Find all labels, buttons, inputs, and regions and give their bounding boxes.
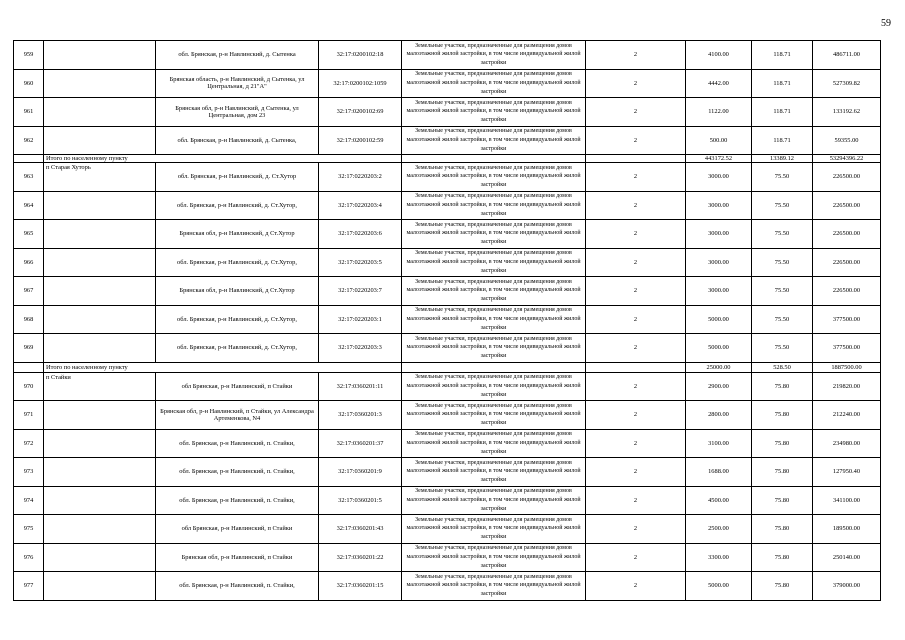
cadastral-value-cell: 219820.00 [813,372,881,401]
row-number-cell: 970 [14,372,44,401]
area-cell: 4442.00 [686,69,752,98]
row-number-cell: 960 [14,69,44,98]
row-number-cell: 973 [14,458,44,487]
rate-cell: 75.50 [752,191,813,220]
area-cell: 3000.00 [686,191,752,220]
address-cell: обл. Брянская, р-н Навлинский, д. Ст.Хутор, [156,248,319,277]
row-number-cell: 977 [14,572,44,601]
cadastral-number-cell: 32:17:0200102:59 [319,126,402,155]
rate-cell: 118.71 [752,41,813,70]
address-cell: Брянская обл, р-н Навлинский, д Ст.Хутор [156,277,319,306]
locality-cell [44,191,156,220]
locality-cell: п Стайки [44,372,156,401]
cadastral-number-cell: 32:17:0360201:22 [319,543,402,572]
rate-cell: 75.50 [752,220,813,249]
area-cell: 3000.00 [686,277,752,306]
row-number-cell: 975 [14,515,44,544]
table-row [14,220,881,249]
cadastral-number-cell: 32:17:0360201:9 [319,458,402,487]
address-cell: Брянская обл, р-н Навлинский, п Стайки, ул Александра Артеменкова, N4 [156,401,319,430]
cadastral-value-cell: 377500.00 [813,305,881,334]
cadastral-number-cell: 32:17:0220203:4 [319,191,402,220]
category-cell: 2 [586,401,686,430]
locality-cell [44,277,156,306]
cadastral-value-cell: 226500.00 [813,220,881,249]
land-registry-table [13,40,881,601]
cadastral-value-cell: 59355.00 [813,126,881,155]
rate-cell: 75.80 [752,515,813,544]
row-number-cell: 968 [14,305,44,334]
rate-cell: 75.50 [752,248,813,277]
cadastral-number-cell: 32:17:0360201:5 [319,486,402,515]
cadastral-number-cell: 32:17:0360201:11 [319,372,402,401]
land-use-cell: Земельные участки, предназначенные для размещения домов малоэтажной жилой застройки, в том числе индивидуальной жилой застройки [402,277,586,306]
cadastral-value-cell: 234980.00 [813,429,881,458]
address-cell: обл Брянская, р-н Навлинский, п Стайки [156,515,319,544]
table-row [14,458,881,487]
rate-cell: 75.50 [752,305,813,334]
land-use-cell: Земельные участки, предназначенные для размещения домов малоэтажной жилой застройки, в том числе индивидуальной жилой застройки [402,248,586,277]
area-cell: 3300.00 [686,543,752,572]
total-area: 443172.52 [686,155,752,163]
area-cell: 3000.00 [686,163,752,192]
area-cell: 5000.00 [686,305,752,334]
area-cell: 5000.00 [686,334,752,363]
row-number-cell: 966 [14,248,44,277]
total-blank-cell [402,155,586,163]
rate-cell: 75.80 [752,401,813,430]
rate-cell: 75.80 [752,458,813,487]
address-cell: обл. Брянская, р-н Навлинский, д. Ст.Хутор, [156,305,319,334]
table-row [14,515,881,544]
locality-cell [44,69,156,98]
address-cell: обл. Брянская, р-н Навлинский, д. Ст.Хутор, [156,191,319,220]
address-cell: обл. Брянская, р-н Навлинский, п. Стайки, [156,572,319,601]
rate-cell: 75.50 [752,277,813,306]
cadastral-number-cell: 32:17:0200102:1059 [319,69,402,98]
total-blank-cell [586,155,686,163]
category-cell: 2 [586,248,686,277]
category-cell: 2 [586,126,686,155]
land-use-cell: Земельные участки, предназначенные для размещения домов малоэтажной жилой застройки, в том числе индивидуальной жилой застройки [402,401,586,430]
total-label: Итого по населенному пункту [44,362,402,372]
total-blank-cell [402,362,586,372]
cadastral-number-cell: 32:17:0360201:15 [319,572,402,601]
cadastral-number-cell: 32:17:0360201:3 [319,401,402,430]
category-cell: 2 [586,334,686,363]
locality-cell [44,458,156,487]
area-cell: 1688.00 [686,458,752,487]
address-cell: Брянская обл, р-н Навлинский, д Сытенка, ул Центральная, дом 23 [156,98,319,127]
total-blank-cell [586,362,686,372]
locality-cell [44,248,156,277]
row-number-cell: 967 [14,277,44,306]
cadastral-value-cell: 379000.00 [813,572,881,601]
page-number: 59 [881,18,891,29]
land-use-cell: Земельные участки, предназначенные для размещения домов малоэтажной жилой застройки, в том числе индивидуальной жилой застройки [402,98,586,127]
cadastral-value-cell: 341100.00 [813,486,881,515]
address-cell: обл. Брянская, р-н Навлинский, д. Сытенка [156,41,319,70]
row-number-cell: 964 [14,191,44,220]
locality-cell [44,98,156,127]
address-cell: обл. Брянская, р-н Навлинский, д. Сытенка, [156,126,319,155]
rate-cell: 118.71 [752,69,813,98]
locality-cell [44,220,156,249]
row-number-cell: 963 [14,163,44,192]
category-cell: 2 [586,98,686,127]
cadastral-number-cell: 32:17:0220203:1 [319,305,402,334]
table-row [14,248,881,277]
table-row [14,334,881,363]
cadastral-value-cell: 212240.00 [813,401,881,430]
row-number-cell: 961 [14,98,44,127]
area-cell: 1122.00 [686,98,752,127]
total-rate: 13389.12 [752,155,813,163]
cadastral-number-cell: 32:17:0220203:5 [319,248,402,277]
cadastral-value-cell: 226500.00 [813,248,881,277]
locality-cell [44,515,156,544]
cadastral-value-cell: 127950.40 [813,458,881,487]
rate-cell: 75.80 [752,429,813,458]
table-row [14,191,881,220]
table-row [14,401,881,430]
row-number-cell: 965 [14,220,44,249]
rate-cell: 75.80 [752,486,813,515]
cadastral-value-cell: 226500.00 [813,163,881,192]
row-number-cell: 962 [14,126,44,155]
rate-cell: 75.80 [752,372,813,401]
category-cell: 2 [586,372,686,401]
area-cell: 2500.00 [686,515,752,544]
row-number-cell: 972 [14,429,44,458]
cadastral-number-cell: 32:17:0220203:6 [319,220,402,249]
locality-cell: п Старая Хуторь [44,163,156,192]
rate-cell: 75.80 [752,572,813,601]
category-cell: 2 [586,458,686,487]
category-cell: 2 [586,69,686,98]
row-number-cell: 974 [14,486,44,515]
land-use-cell: Земельные участки, предназначенные для размещения домов малоэтажной жилой застройки, в том числе индивидуальной жилой застройки [402,515,586,544]
cadastral-number-cell: 32:17:0360201:43 [319,515,402,544]
address-cell: обл Брянская, р-н Навлинский, п Стайки [156,372,319,401]
cadastral-value-cell: 133192.62 [813,98,881,127]
address-cell: обл. Брянская, р-н Навлинский, д. Ст.Хутор, [156,334,319,363]
address-cell: обл. Брянская, р-н Навлинский, д. Ст.Хутор [156,163,319,192]
cadastral-value-cell: 486711.00 [813,41,881,70]
rate-cell: 75.50 [752,163,813,192]
land-use-cell: Земельные участки, предназначенные для размещения домов малоэтажной жилой застройки, в том числе индивидуальной жилой застройки [402,41,586,70]
rate-cell: 75.80 [752,543,813,572]
locality-cell [44,41,156,70]
cadastral-number-cell: 32:17:0220203:7 [319,277,402,306]
category-cell: 2 [586,572,686,601]
locality-cell [44,543,156,572]
area-cell: 3000.00 [686,248,752,277]
total-rate: 528.50 [752,362,813,372]
total-sum: 1887500.00 [813,362,881,372]
cadastral-value-cell: 527309.82 [813,69,881,98]
address-cell: обл. Брянская, р-н Навлинский, п. Стайки, [156,486,319,515]
total-blank-cell [14,362,44,372]
total-row [14,155,881,163]
total-row [14,362,881,372]
locality-cell [44,334,156,363]
area-cell: 2900.00 [686,372,752,401]
total-area: 25000.00 [686,362,752,372]
category-cell: 2 [586,305,686,334]
category-cell: 2 [586,163,686,192]
table-row [14,429,881,458]
table-row [14,486,881,515]
area-cell: 2800.00 [686,401,752,430]
locality-cell [44,305,156,334]
cadastral-number-cell: 32:17:0220203:3 [319,334,402,363]
table-row [14,277,881,306]
cadastral-value-cell: 226500.00 [813,277,881,306]
table-row [14,69,881,98]
land-use-cell: Земельные участки, предназначенные для размещения домов малоэтажной жилой застройки, в том числе индивидуальной жилой застройки [402,305,586,334]
category-cell: 2 [586,543,686,572]
table-row [14,163,881,192]
total-sum: 53294396.22 [813,155,881,163]
cadastral-value-cell: 226500.00 [813,191,881,220]
land-use-cell: Земельные участки, предназначенные для размещения домов малоэтажной жилой застройки, в том числе индивидуальной жилой застройки [402,69,586,98]
land-use-cell: Земельные участки, предназначенные для размещения домов малоэтажной жилой застройки, в том числе индивидуальной жилой застройки [402,543,586,572]
table-row [14,126,881,155]
land-use-cell: Земельные участки, предназначенные для размещения домов малоэтажной жилой застройки, в том числе индивидуальной жилой застройки [402,486,586,515]
category-cell: 2 [586,41,686,70]
locality-cell [44,572,156,601]
category-cell: 2 [586,191,686,220]
table-row [14,572,881,601]
table-row [14,305,881,334]
address-cell: Брянская обл, р-н Навлинский, д Ст.Хутор [156,220,319,249]
land-use-cell: Земельные участки, предназначенные для размещения домов малоэтажной жилой застройки, в том числе индивидуальной жилой застройки [402,334,586,363]
cadastral-value-cell: 189500.00 [813,515,881,544]
land-use-cell: Земельные участки, предназначенные для размещения домов малоэтажной жилой застройки, в том числе индивидуальной жилой застройки [402,126,586,155]
locality-cell [44,486,156,515]
address-cell: Брянская обл, р-н Навлинский, п Стайки [156,543,319,572]
rate-cell: 118.71 [752,126,813,155]
address-cell: обл. Брянская, р-н Навлинский, п. Стайки, [156,458,319,487]
address-cell: Брянская область, р-н Навлинский, д Сытенка, ул Центральная, д 21"А" [156,69,319,98]
row-number-cell: 976 [14,543,44,572]
land-use-cell: Земельные участки, предназначенные для размещения домов малоэтажной жилой застройки, в том числе индивидуальной жилой застройки [402,372,586,401]
category-cell: 2 [586,429,686,458]
cadastral-value-cell: 250140.00 [813,543,881,572]
table-row [14,41,881,70]
cadastral-value-cell: 377500.00 [813,334,881,363]
total-label: Итого по населенному пункту [44,155,402,163]
area-cell: 4500.00 [686,486,752,515]
land-use-cell: Земельные участки, предназначенные для размещения домов малоэтажной жилой застройки, в том числе индивидуальной жилой застройки [402,572,586,601]
cadastral-number-cell: 32:17:0200102:69 [319,98,402,127]
category-cell: 2 [586,486,686,515]
area-cell: 4100.00 [686,41,752,70]
address-cell: обл. Брянская, р-н Навлинский, п. Стайки, [156,429,319,458]
land-use-cell: Земельные участки, предназначенные для размещения домов малоэтажной жилой застройки, в том числе индивидуальной жилой застройки [402,220,586,249]
locality-cell [44,429,156,458]
row-number-cell: 969 [14,334,44,363]
area-cell: 500.00 [686,126,752,155]
cadastral-number-cell: 32:17:0360201:37 [319,429,402,458]
row-number-cell: 959 [14,41,44,70]
cadastral-number-cell: 32:17:0220203:2 [319,163,402,192]
locality-cell [44,126,156,155]
total-blank-cell [14,155,44,163]
table-row [14,372,881,401]
locality-cell [44,401,156,430]
land-use-cell: Земельные участки, предназначенные для размещения домов малоэтажной жилой застройки, в том числе индивидуальной жилой застройки [402,429,586,458]
rate-cell: 75.50 [752,334,813,363]
area-cell: 3100.00 [686,429,752,458]
land-use-cell: Земельные участки, предназначенные для размещения домов малоэтажной жилой застройки, в том числе индивидуальной жилой застройки [402,163,586,192]
category-cell: 2 [586,515,686,544]
area-cell: 5000.00 [686,572,752,601]
area-cell: 3000.00 [686,220,752,249]
rate-cell: 118.71 [752,98,813,127]
category-cell: 2 [586,220,686,249]
table-row [14,543,881,572]
category-cell: 2 [586,277,686,306]
row-number-cell: 971 [14,401,44,430]
land-use-cell: Земельные участки, предназначенные для размещения домов малоэтажной жилой застройки, в том числе индивидуальной жилой застройки [402,458,586,487]
land-use-cell: Земельные участки, предназначенные для размещения домов малоэтажной жилой застройки, в том числе индивидуальной жилой застройки [402,191,586,220]
table-row [14,98,881,127]
registry-body [14,41,881,601]
cadastral-number-cell: 32:17:0200102:18 [319,41,402,70]
